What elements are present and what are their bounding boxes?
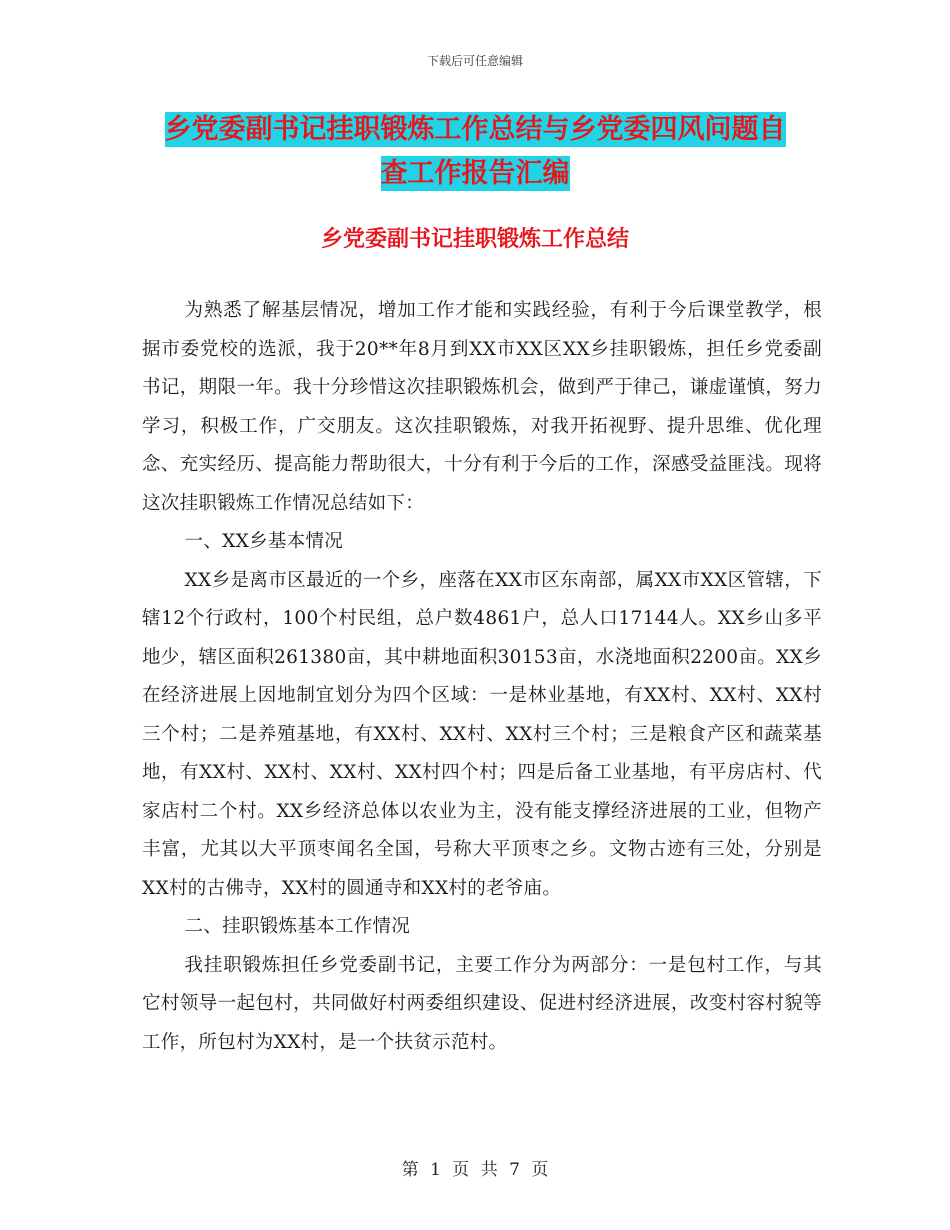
page-footer: 第 1 页 共 7 页 xyxy=(401,1160,549,1180)
heading-basic-situation: 一、XX乡基本情况 xyxy=(184,531,344,552)
title-line-2: 查工作报告汇编 xyxy=(380,158,570,189)
paragraph-intro: 为熟悉了解基层情况，增加工作才能和实践经验，有利于今后课堂教学，根据市委党校的选派，我于20**年8月到XX市XX区XX乡挂职锻炼，担任乡党委副书记，期限一年。我十分珍惜这次挂职锻炼机会，做到严于律己，谦虚谨慎，努力学习，积极工作，广交朋友。这次挂职锻炼，对我开拓视野、提升思维、优化理念、充实经历、提高能力帮助很大，十分有利于今后的工作，深感受益匪浅。现将这次挂职锻炼工作情况总结如下： xyxy=(142,300,822,514)
header-note: 下载后可任意编辑 xyxy=(426,54,523,68)
paragraph-basic-situation: XX乡是离市区最近的一个乡，座落在XX市区东南部，属XX市XX区管辖，下辖12个行政村，100个村民组，总户数4861户，总人口17144人。XX乡山多平地少，辖区面积261380亩，其中耕地面积30153亩，水浇地面积2200亩。XX乡在经济进展上因地制宜划分为四个区域：一是林业基地，有XX村、XX村、XX村三个村；二是养殖基地，有XX村、XX村、XX村三个村；三是粮食产区和蔬菜基地，有XX村、XX村、XX村、XX村四个村；四是后备工业基地，有平房店村、代家店村二个村。XX乡经济总体以农业为主，没有能支撑经济进展的工业，但物产丰富，尤其以大平顶枣闻名全国，号称大平顶枣之乡。文物古迹有三处，分别是XX村的古佛寺，XX村的圆通寺和XX村的老爷庙。 xyxy=(142,569,822,899)
heading-work-situation: 二、挂职锻炼基本工作情况 xyxy=(184,916,411,937)
paragraph-work-situation: 我挂职锻炼担任乡党委副书记，主要工作分为两部分：一是包村工作，与其它村领导一起包村，共同做好村两委组织建设、促进村经济进展，改变村容村貌等工作，所包村为XX村，是一个扶贫示范村。 xyxy=(142,954,822,1053)
title-line-1: 乡党委副书记挂职锻炼工作总结与乡党委四风问题自 xyxy=(164,114,786,145)
document-title xyxy=(120,108,830,196)
document-body xyxy=(142,292,822,1062)
section-title: 乡党委副书记挂职锻炼工作总结 xyxy=(320,227,629,252)
